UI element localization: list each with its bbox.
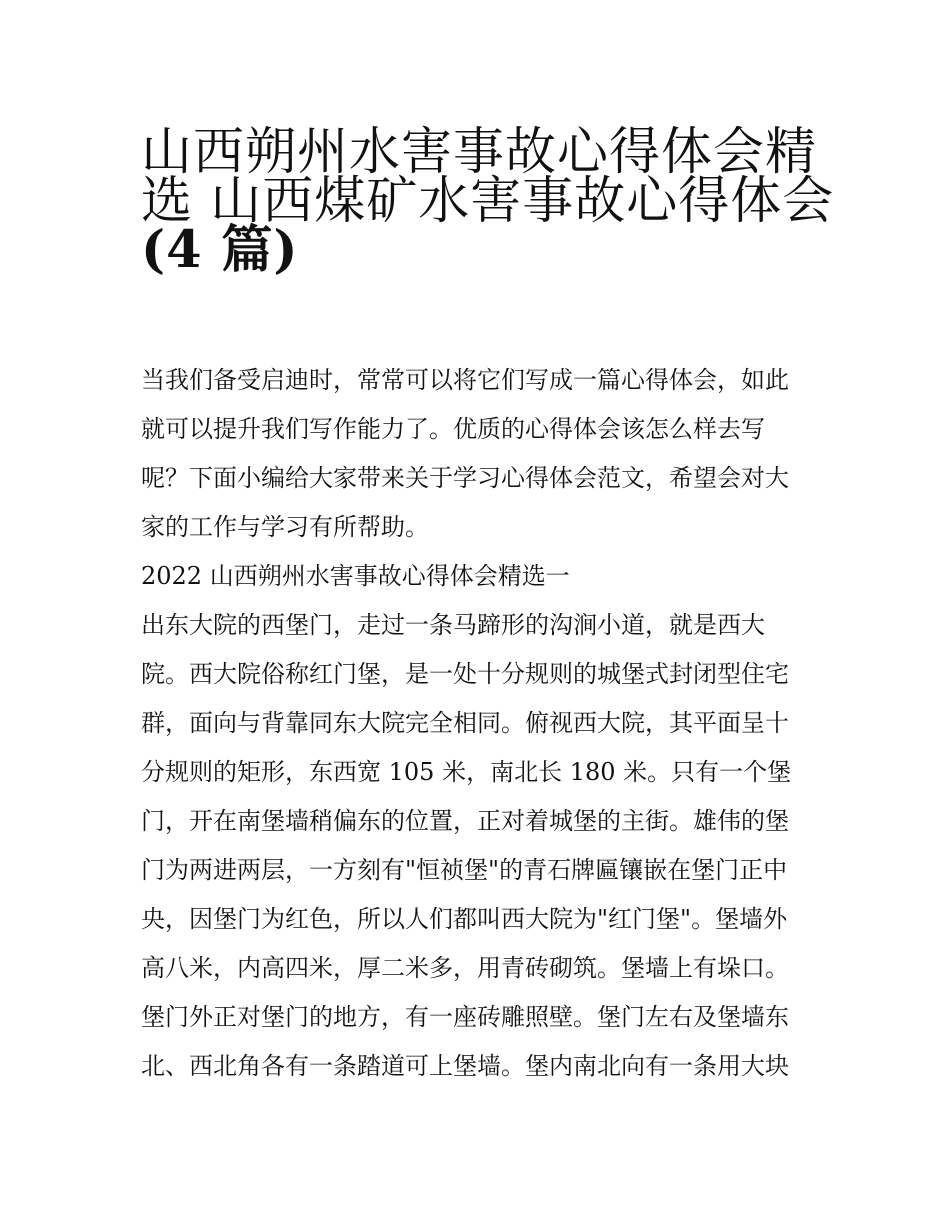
paragraph-line: 出东大院的西堡门，走过一条马蹄形的沟涧小道，就是西大: [141, 611, 765, 639]
section-heading-text: 2022 山西朔州水害事故心得体会精选一: [141, 562, 570, 590]
paragraph-line: 院。西大院俗称红门堡，是一处十分规则的城堡式封闭型住宅: [141, 660, 789, 688]
intro-line: 就可以提升我们写作能力了。优质的心得体会该怎么样去写: [141, 415, 765, 443]
intro-line: 呢？下面小编给大家带来关于学习心得体会范文，希望会对大: [141, 464, 789, 492]
paragraph-line: 北、西北角各有一条踏道可上堡墙。堡内南北向有一条用大块: [141, 1052, 789, 1080]
title-line-2: 选 山西煤矿水害事故心得体会: [141, 172, 835, 231]
title-line-3: (4 篇): [141, 220, 299, 280]
paragraph-line: 堡门外正对堡门的地方，有一座砖雕照壁。堡门左右及堡墙东: [141, 1003, 789, 1031]
paragraph-line: 央，因堡门为红色，所以人们都叫西大院为"红门堡"。堡墙外: [141, 905, 788, 933]
title-line-1: 山西朔州水害事故心得体会精: [141, 123, 818, 182]
intro-line: 家的工作与学习有所帮助。: [141, 513, 429, 541]
paragraph-line: 门为两进两层，一方刻有"恒祯堡"的青石牌匾镶嵌在堡门正中: [141, 856, 788, 884]
paragraph-line: 高八米，内高四米，厚二米多，用青砖砌筑。堡墙上有垛口。: [141, 954, 789, 982]
body-paragraph: [141, 601, 821, 1091]
paragraph-line: 群，面向与背靠同东大院完全相同。俯视西大院，其平面呈十: [141, 709, 789, 737]
section-heading: [141, 552, 821, 601]
document-title: [141, 116, 835, 280]
intro-paragraph: [141, 356, 821, 552]
paragraph-line: 分规则的矩形，东西宽 105 米，南北长 180 米。只有一个堡: [141, 758, 792, 786]
paragraph-line: 门，开在南堡墙稍偏东的位置，正对着城堡的主街。雄伟的堡: [141, 807, 789, 835]
intro-line: 当我们备受启迪时，常常可以将它们写成一篇心得体会，如此: [141, 366, 789, 394]
